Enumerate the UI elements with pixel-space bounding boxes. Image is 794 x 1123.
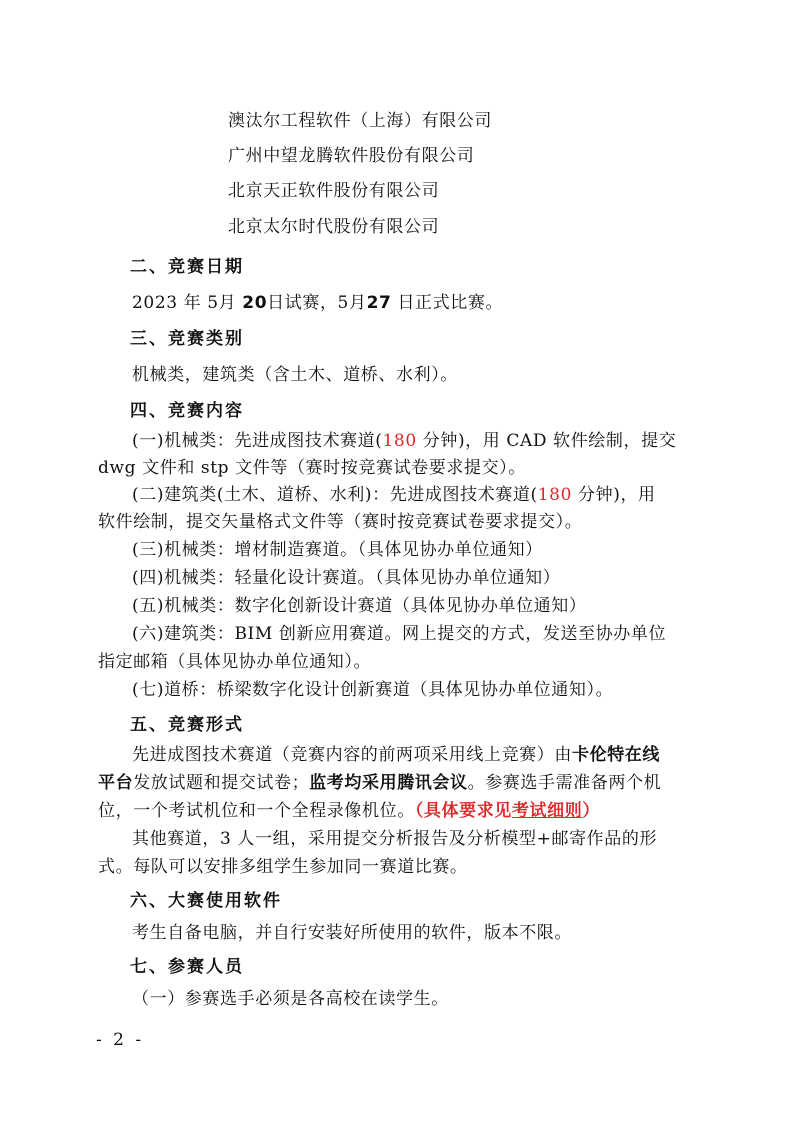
- section-2-heading: 二、竞赛日期: [130, 257, 244, 277]
- section-5-p1-line-3: 位，一个考试机位和一个全程录像机位。（具体要求见考试细则）: [98, 801, 600, 821]
- item-1-line-1: (一)机械类：先进成图技术赛道(180 分钟)，用 CAD 软件绘制，提交: [132, 431, 677, 451]
- section-5-p1-line-2: 平台发放试题和提交试卷；监考均采用腾讯会议。参赛选手需准备两个机: [98, 773, 662, 793]
- item-6-line-2: 指定邮箱（具体见协办单位通知）。: [98, 652, 372, 672]
- section-2-paragraph: 2023 年 5月 20日试赛，5月27 日正式比赛。: [132, 293, 504, 313]
- section-5-p1-line-1: 先进成图技术赛道（竞赛内容的前两项采用线上竞赛）由卡伦特在线: [132, 745, 660, 765]
- section-5-p2-line-2: 式。每队可以安排多组学生参加同一赛道比赛。: [98, 857, 468, 877]
- section-5-heading: 五、竞赛形式: [130, 715, 244, 735]
- exam-rules-link[interactable]: 考试细则: [511, 801, 583, 821]
- company-2: 广州中望龙腾软件股份有限公司: [228, 146, 475, 166]
- section-5-p2-line-1: 其他赛道，3 人一组，采用提交分析报告及分析模型+邮寄作品的形: [132, 829, 658, 849]
- item-1-line-2: dwg 文件和 stp 文件等（赛时按竞赛试卷要求提交）。: [98, 458, 526, 478]
- section-7-paragraph: （一）参赛选手必须是各高校在读学生。: [132, 989, 449, 1009]
- item-3: (三)机械类：增材制造赛道。（具体见协办单位通知）: [132, 540, 543, 560]
- item-6-line-1: (六)建筑类：BIM 创新应用赛道。网上提交的方式，发送至协办单位: [132, 624, 667, 644]
- item-7: (七)道桥：桥梁数字化设计创新赛道（具体见协办单位通知）。: [132, 680, 614, 700]
- section-6-heading: 六、大赛使用软件: [130, 891, 282, 911]
- page-number: - 2 -: [96, 1030, 145, 1050]
- section-7-heading: 七、参赛人员: [130, 957, 244, 977]
- company-1: 澳汰尔工程软件（上海）有限公司: [228, 111, 492, 131]
- item-2-line-1: (二)建筑类(土木、道桥、水利)：先进成图技术赛道(180 分钟)，用: [132, 485, 656, 505]
- item-5: (五)机械类：数字化创新设计赛道（具体见协办单位通知）: [132, 596, 587, 616]
- company-3: 北京天正软件股份有限公司: [228, 181, 440, 201]
- section-3-paragraph: 机械类，建筑类（含土木、道桥、水利）。: [132, 365, 458, 385]
- company-4: 北京太尔时代股份有限公司: [228, 217, 440, 237]
- section-3-heading: 三、竞赛类别: [130, 329, 244, 349]
- item-2-line-2: 软件绘制，提交矢量格式文件等（赛时按竞赛试卷要求提交）。: [98, 512, 583, 532]
- section-4-heading: 四、竞赛内容: [130, 401, 244, 421]
- item-4: (四)机械类：轻量化设计赛道。（具体见协办单位通知）: [132, 568, 561, 588]
- section-6-paragraph: 考生自备电脑，并自行安装好所使用的软件，版本不限。: [132, 923, 572, 943]
